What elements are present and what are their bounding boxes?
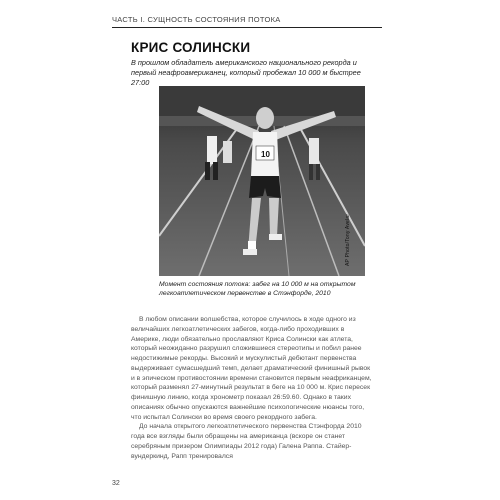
section-title: КРИС СОЛИНСКИ (131, 40, 251, 55)
paragraph: До начала открытого легкоатлетического первенства Стэнфорда 2010 года все взгляды были обращены на американца (вскоре он станет серебряным призером Олимпиады 2012 года) Галена Раппа. Стайер-вундеркинд, Рапп тренировался (131, 423, 362, 460)
photo-credit: AP Photo/Tony Avelar (345, 213, 351, 266)
section-subtitle: В прошлом обладатель американского национального рекорда и первый неафроамериканец, который пробежал 10 000 м быстрее 27:00 (131, 58, 361, 88)
body-text (131, 315, 374, 461)
race-photo (159, 86, 365, 276)
figure-caption: Момент состояния потока: забег на 10 000 м на открытом легкоатлетическом первенстве в Стэнфорде, 2010 (159, 281, 356, 298)
running-header: ЧАСТЬ I. СУЩНОСТЬ СОСТОЯНИЯ ПОТОКА (112, 15, 281, 24)
header-rule (112, 27, 382, 28)
page-number: 32 (112, 480, 120, 487)
bib-number: 10 (261, 150, 270, 159)
paragraph: В любом описании волшебства, которое случилось в ходе одного из величайших легкоатлетических забегов, когда-либо проходивших в Америке, люди обязательно прославляют Криса Солински как атлета, который неожиданно разрушил сложившиеся стереотипы и побил ранее недостижимые рекорды. Высокий и мускулистый дебютант первенства выдерживает сумасшедший темп, делает драматический финишный рывок и в эпическом противостоянии времени становится первым неафриканцем, который разменял 27-минутный результат в беге на 10 000 м. Крис пересек финишную линию, когда хронометр показал 26:59.60. Однако в таких описаниях обычно опускаются важнейшие психологические нюансы того, что испытал Солински во время своего рекордного забега. (131, 316, 372, 421)
